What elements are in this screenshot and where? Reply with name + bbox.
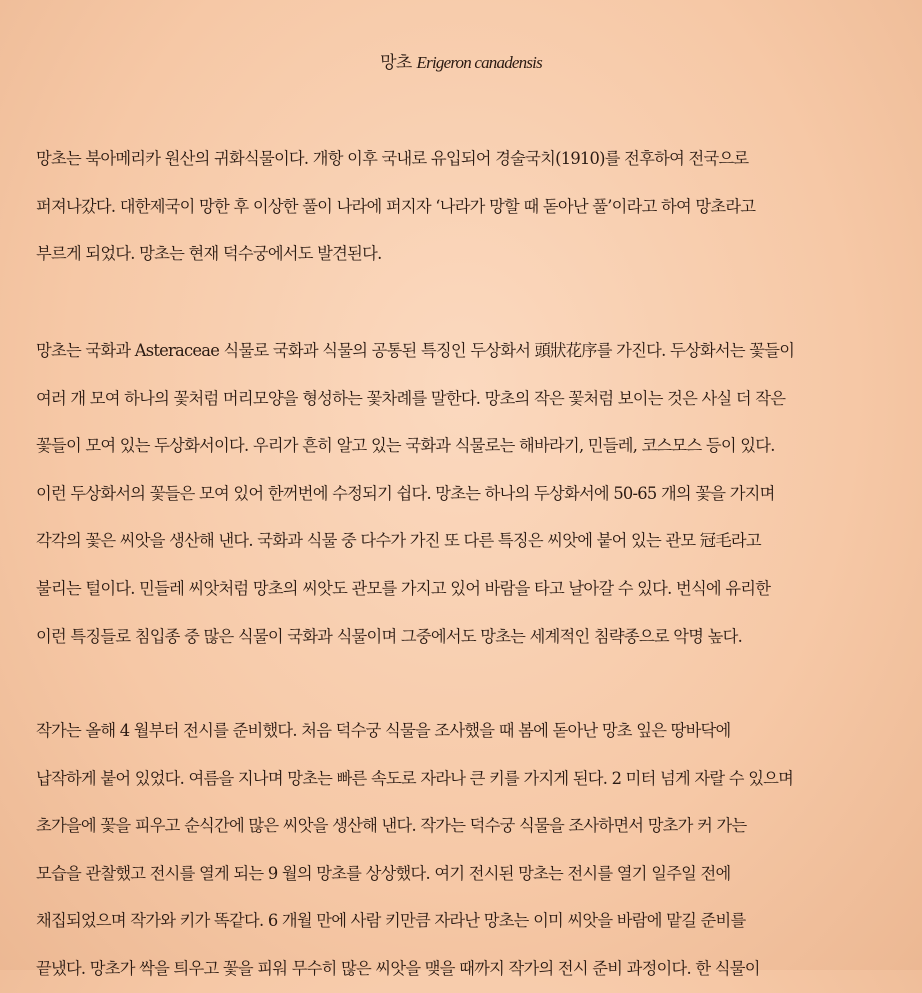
text-line: 초가을에 꽃을 피우고 순식간에 많은 씨앗을 생산해 낸다. 작가는 덕수궁 식물을 조사하면서 망초가 커 가는 <box>36 816 747 836</box>
text-line: 부르게 되었다. 망초는 현재 덕수궁에서도 발견된다. <box>36 244 382 264</box>
text-line: 각각의 꽃은 씨앗을 생산해 낸다. 국화과 식물 중 다수가 가진 또 다른 특징은 씨앗에 붙어 있는 관모 冠毛라고 <box>36 531 761 551</box>
title-korean: 망초 <box>380 53 412 73</box>
text-line: 망초는 국화과 Asteraceae 식물로 국화과 식물의 공통된 특징인 두상화서 頭狀花序를 가진다. 두상화서는 꽃들이 <box>36 341 795 360</box>
document-title <box>0 48 922 73</box>
text-line: 납작하게 붙어 있었다. 여름을 지나며 망초는 빠른 속도로 자라나 큰 키를 가지게 된다. 2 미터 넘게 자랄 수 있으며 <box>36 768 794 788</box>
text-line: 채집되었으며 작가와 키가 똑같다. 6 개월 만에 사람 키만큼 자라난 망초는 이미 씨앗을 바람에 맡길 준비를 <box>36 911 746 931</box>
text-line: 퍼져나갔다. 대한제국이 망한 후 이상한 풀이 나라에 퍼지자 ‘나라가 망할 때 돋아난 풀’이라고 하여 망초라고 <box>36 196 756 216</box>
text-line: 끝냈다. 망초가 싹을 틔우고 꽃을 피워 무수히 많은 씨앗을 맺을 때까지 작가의 전시 준비 과정이다. 한 식물이 <box>36 958 760 978</box>
text-line: 모습을 관찰했고 전시를 열게 되는 9 월의 망초를 상상했다. 여기 전시된 망초는 전시를 열기 일주일 전에 <box>36 863 731 883</box>
text-line: 작가는 올해 4 월부터 전시를 준비했다. 처음 덕수궁 식물을 조사했을 때 봄에 돋아난 망초 잎은 땅바닥에 <box>36 721 731 740</box>
text-line: 여러 개 모여 하나의 꽃처럼 머리모양을 형성하는 꽃차례를 말한다. 망초의 작은 꽃처럼 보이는 것은 사실 더 작은 <box>36 388 786 408</box>
text-line: 이런 특징들로 침입종 중 많은 식물이 국화과 식물이며 그중에서도 망초는 세계적인 침략종으로 악명 높다. <box>36 626 743 646</box>
title-scientific-name: Erigeron canadensis <box>416 53 542 72</box>
text-line: 불리는 털이다. 민들레 씨앗처럼 망초의 씨앗도 관모를 가지고 있어 바람을 타고 날아갈 수 있다. 번식에 유리한 <box>36 578 771 598</box>
paragraph-botany <box>36 327 896 660</box>
text-line: 망초는 북아메리카 원산의 귀화식물이다. 개항 이후 국내로 유입되어 경술국치(1910)를 전후하여 전국으로 <box>36 149 749 168</box>
paragraph-intro <box>36 135 896 278</box>
text-line: 꽃들이 모여 있는 두상화서이다. 우리가 흔히 알고 있는 국화과 식물로는 해바라기, 민들레, 코스모스 등이 있다. <box>36 436 775 456</box>
paragraph-artist <box>36 707 896 993</box>
text-line: 이런 두상화서의 꽃들은 모여 있어 한꺼번에 수정되기 쉽다. 망초는 하나의 두상화서에 50-65 개의 꽃을 가지며 <box>36 483 775 503</box>
